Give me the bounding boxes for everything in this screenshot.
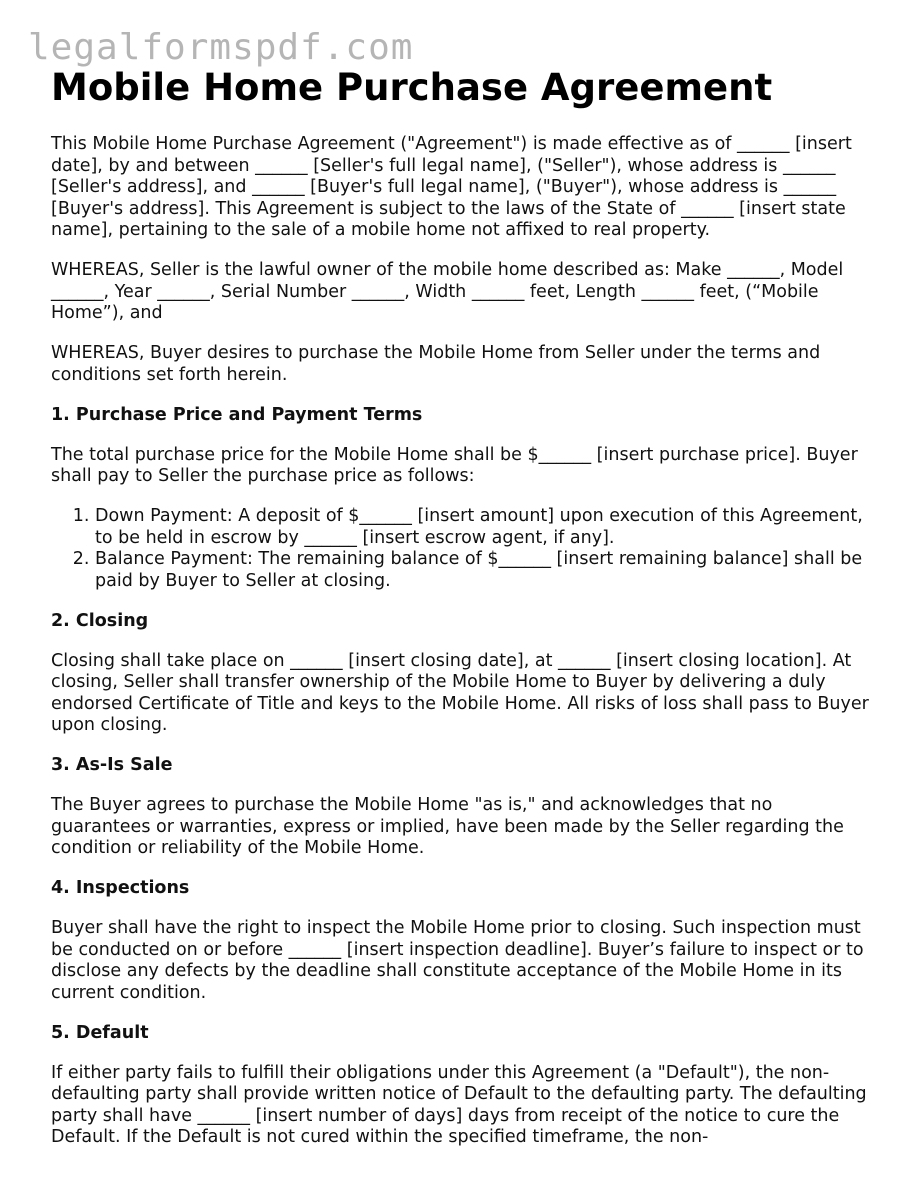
purchase-paragraph: The total purchase price for the Mobile Home shall be $______ [insert purchase price]. Buyer shall pay to Seller the purchase price as follows: <box>51 444 858 486</box>
list-item: 2. Balance Payment: The remaining balance of $______ [insert remaining balance] shall be paid by Buyer to Seller at closing. <box>95 549 876 592</box>
inspections-paragraph: Buyer shall have the right to inspect the Mobile Home prior to closing. Such inspection must be conducted on or before ______ [insert inspection deadline]. Buyer’s failure to inspect or to disclose any defects by the deadline shall constitute acceptance of the Mobile Home in its current condition. <box>51 918 864 1003</box>
default-paragraph: If either party fails to fulfill their obligations under this Agreement (a "Default"), the non-defaulting party shall provide written notice of Default to the defaulting party. The defaulting party shall have ______ [insert number of days] days from receipt of the notice to cure the Default. If the Default is not cured within the specified timeframe, the non- <box>51 1062 867 1147</box>
whereas-seller-paragraph: WHEREAS, Seller is the lawful owner of the mobile home described as: Make ______, Model ______, Year ______, Serial Number ______, Width ______ feet, Length ______ feet, (“Mobile Home”), and <box>51 260 844 323</box>
watermark: legalformspdf.com <box>28 27 414 68</box>
whereas-buyer-paragraph: WHEREAS, Buyer desires to purchase the Mobile Home from Seller under the terms and conditions set forth herein. <box>51 343 821 385</box>
section-heading-inspections: 4. Inspections <box>51 878 190 898</box>
payment-terms-list <box>51 506 876 592</box>
section-heading-as-is: 3. As-Is Sale <box>51 755 173 775</box>
section-heading-purchase: 1. Purchase Price and Payment Terms <box>51 404 423 425</box>
document-page <box>51 64 876 1167</box>
list-item: 1. Down Payment: A deposit of $______ [insert amount] upon execution of this Agreement, to be held in escrow by ______ [insert escrow agent, if any]. <box>95 506 876 549</box>
closing-paragraph: Closing shall take place on ______ [insert closing date], at ______ [insert closing location]. At closing, Seller shall transfer ownership of the Mobile Home to Buyer by delivering a duly endorsed Certificate of Title and keys to the Mobile Home. All risks of loss shall pass to Buyer upon closing. <box>51 650 869 735</box>
document-title: Mobile Home Purchase Agreement <box>51 66 773 109</box>
as-is-paragraph: The Buyer agrees to purchase the Mobile Home "as is," and acknowledges that no guarantees or warranties, express or implied, have been made by the Seller regarding the condition or reliability of the Mobile Home. <box>51 795 844 858</box>
section-heading-default: 5. Default <box>51 1022 149 1043</box>
intro-paragraph: This Mobile Home Purchase Agreement ("Agreement") is made effective as of ______ [insert date], by and between ______ [Seller's full legal name], ("Seller"), whose address is ______ [Seller's address], and ______ [Buyer's full legal name], ("Buyer"), whose address is ______ [Buyer's address]. This Agreement is subject to the laws of the State of ______ [insert state name], pertaining to the sale of a mobile home not affixed to real property. <box>51 134 852 240</box>
section-heading-closing: 2. Closing <box>51 610 149 631</box>
